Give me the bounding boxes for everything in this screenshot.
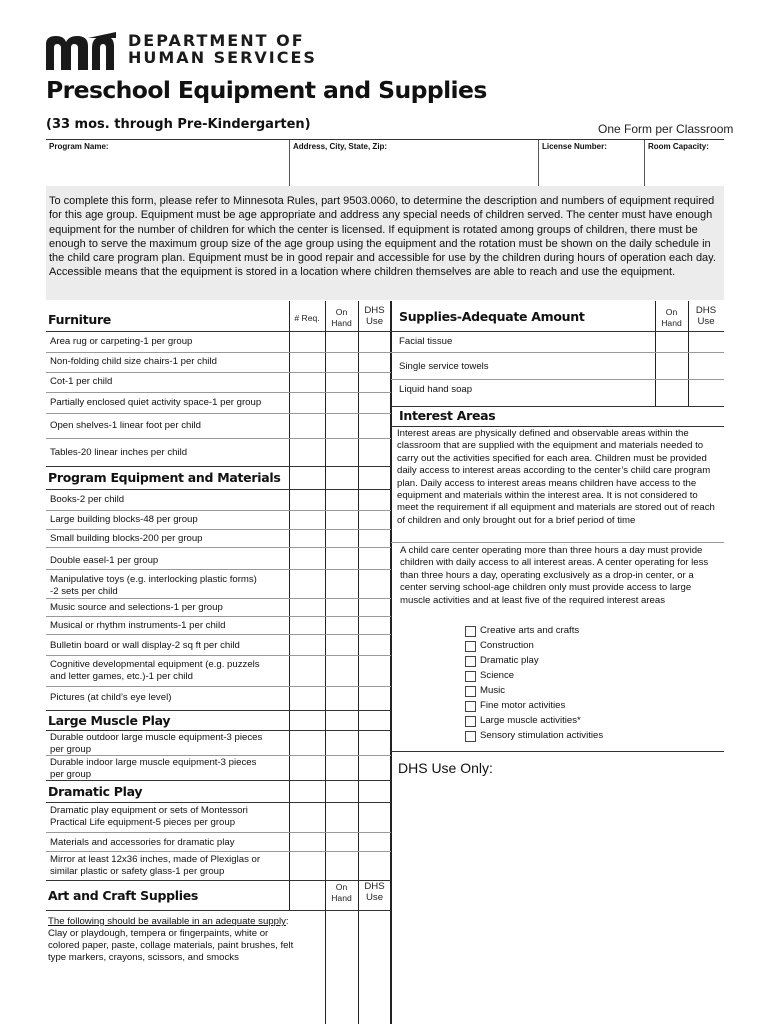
license-number-field[interactable] <box>538 140 644 186</box>
checkbox-label: Sensory stimulation activities <box>480 730 604 741</box>
list-item: Cognitive developmental equipment (e.g. puzzels and letter games, etc.)-1 per child <box>50 659 260 682</box>
instructions-paragraph: To complete this form, please refer to Minnesota Rules, part 9503.0060, to determine the description and numbers of equipment required for this age group. Equipment must be age appropriate and address any special needs of children served. The center must have enough equipment for the number of children for which the center is licensed. If equipment is rotated among groups of children, there must be enough to serve the maximum group size of the age group using the equipment and the rotation must be shown on the daily schedule in the child care program plan. Equipment must be in good repair and accessible for use by the children during hours of operation each day. Accessible means that the equipment is stored in a location where children themselves are able to reach and use the equipment. <box>46 186 724 300</box>
dhs-use-only-label: DHS Use Only: <box>398 760 493 776</box>
divider <box>46 780 391 781</box>
divider <box>46 598 391 599</box>
program-info-row <box>46 139 724 186</box>
list-item: Large building blocks-48 per group <box>50 514 198 525</box>
license-number-label: License Number: <box>542 142 607 151</box>
list-item: Double easel-1 per group <box>50 555 159 566</box>
art-supplies-text <box>48 916 324 964</box>
divider <box>391 379 724 380</box>
checkbox-label: Science <box>480 670 515 681</box>
divider <box>46 755 391 756</box>
list-item: Tables-20 linear inches per child <box>50 447 188 458</box>
dhs-use-column-header: DHS Use <box>364 881 385 903</box>
divider <box>46 730 391 731</box>
on-hand-column-header: On Hand <box>331 882 352 903</box>
program-name-field[interactable] <box>46 140 289 186</box>
checkbox[interactable] <box>465 686 476 697</box>
on-hand-column-header: On Hand <box>331 307 352 328</box>
divider <box>391 751 724 752</box>
checkbox-label: Dramatic play <box>480 655 539 666</box>
list-item: Musical or rhythm instruments-1 per child <box>50 620 226 631</box>
checkbox-label: Fine motor activities <box>480 700 566 711</box>
divider <box>358 910 359 1024</box>
divider <box>46 510 391 511</box>
divider <box>46 438 391 439</box>
list-item: Manipulative toys (e.g. interlocking plastic forms) -2 sets per child <box>50 574 257 597</box>
divider <box>46 569 391 570</box>
divider <box>390 301 392 1024</box>
divider <box>391 542 724 543</box>
divider <box>46 372 391 373</box>
department-name <box>128 32 317 66</box>
checkbox[interactable] <box>465 731 476 742</box>
checkbox[interactable] <box>465 671 476 682</box>
divider <box>46 686 391 687</box>
list-item: Partially enclosed quiet activity space-1 per group <box>50 397 262 408</box>
list-item: Dramatic play equipment or sets of Montessori Practical Life equipment-5 pieces per group <box>50 805 248 828</box>
divider <box>46 466 391 467</box>
divider <box>46 352 391 353</box>
form-title: Preschool Equipment and Supplies <box>46 76 487 104</box>
interest-areas-definition: Interest areas are physically defined and observable areas within the classroom that are supplied with the equipment and materials needed to carry out the activities specified for each area. Children must be provided daily access to interest areas according to the center’s child care program plan. Daily access to interest areas means children have access to the equipment and materials within the interest area. It is not considered to meet the requirement if all equipment and materials are stored out of reach of children and only brought out for a brief period of time <box>397 428 715 526</box>
dhs-use-column-header: DHS Use <box>364 305 385 327</box>
list-item: Mirror at least 12x36 inches, made of Plexiglas or similar plastic or safety glass-1 per group <box>50 854 261 877</box>
checkbox-label: Large muscle activities* <box>480 715 581 726</box>
list-item: Open shelves-1 linear foot per child <box>50 420 201 431</box>
interest-areas-requirement: A child care center operating more than three hours a day must provide children with daily access to all interest areas. A center operating for less than three hours a day, operating exclusively as a drop-in center, or a center serving school-age children only must provide access to large muscle activities and at least five of the required interest areas <box>400 545 709 606</box>
divider <box>46 655 391 656</box>
list-item: Non-folding child size chairs-1 per child <box>50 356 217 367</box>
one-form-note: One Form per Classroom <box>598 122 734 136</box>
divider <box>46 547 391 548</box>
interest-areas-heading: Interest Areas <box>399 408 496 423</box>
list-item: Small building blocks-200 per group <box>50 533 203 544</box>
divider <box>655 301 656 407</box>
checkbox-label: Construction <box>480 640 534 651</box>
dramatic-play-heading: Dramatic Play <box>48 784 143 799</box>
divider <box>391 352 724 353</box>
list-item: Durable indoor large muscle equipment-3 pieces per group <box>50 757 257 780</box>
divider <box>325 910 326 1024</box>
address-field[interactable] <box>289 140 538 186</box>
furniture-heading: Furniture <box>48 312 111 327</box>
divider <box>46 616 391 617</box>
list-item: Books-2 per child <box>50 494 125 505</box>
dhs-use-column-header: DHS Use <box>695 305 717 327</box>
dept-line-1: DEPARTMENT OF <box>128 31 305 50</box>
form-subtitle: (33 mos. through Pre-Kindergarten) <box>46 117 311 132</box>
list-item: Music source and selections-1 per group <box>50 602 223 613</box>
checkbox[interactable] <box>465 701 476 712</box>
checkbox[interactable] <box>465 641 476 652</box>
divider <box>46 634 391 635</box>
divider <box>46 802 391 803</box>
list-item: Single service towels <box>399 361 489 372</box>
divider <box>46 880 391 881</box>
list-item: Area rug or carpeting-1 per group <box>50 336 193 347</box>
large-muscle-heading: Large Muscle Play <box>48 713 171 728</box>
art-craft-heading: Art and Craft Supplies <box>48 888 199 903</box>
art-supplies-colon: : <box>285 916 289 927</box>
divider <box>391 426 724 427</box>
room-capacity-label: Room Capacity: <box>648 142 709 151</box>
divider <box>46 331 391 332</box>
mn-logo-icon <box>44 32 116 72</box>
divider <box>46 710 391 711</box>
checkbox[interactable] <box>465 716 476 727</box>
supplies-heading: Supplies-Adequate Amount <box>399 309 585 324</box>
divider <box>391 406 724 407</box>
divider <box>46 832 391 833</box>
divider <box>46 489 391 490</box>
list-item: Facial tissue <box>399 336 453 347</box>
room-capacity-field[interactable] <box>644 140 724 186</box>
program-name-label: Program Name: <box>49 142 109 151</box>
divider <box>46 529 391 530</box>
list-item: Pictures (at child’s eye level) <box>50 692 172 703</box>
list-item: Cot-1 per child <box>50 376 113 387</box>
checkbox[interactable] <box>465 626 476 637</box>
art-supplies-body: Clay or playdough, tempera or fingerpaints, white or colored paper, paste, collage materials, paint brushes, felt type markers, crayons, scissors, and smocks <box>48 928 294 963</box>
list-item: Durable outdoor large muscle equipment-3 pieces per group <box>50 732 263 755</box>
divider <box>46 851 391 852</box>
program-equipment-heading: Program Equipment and Materials <box>48 470 281 485</box>
checkbox-label: Creative arts and crafts <box>480 625 580 636</box>
list-item: Materials and accessories for dramatic play <box>50 837 235 848</box>
divider <box>688 301 689 407</box>
divider <box>391 331 724 332</box>
list-item: Bulletin board or wall display-2 sq ft per child <box>50 640 240 651</box>
checkbox-label: Music <box>480 685 506 696</box>
checkbox[interactable] <box>465 656 476 667</box>
address-label: Address, City, State, Zip: <box>293 142 388 151</box>
req-column-header: # Req. <box>294 313 320 323</box>
art-supplies-lead: The following should be available in an adequate supply <box>48 916 286 927</box>
list-item: Liquid hand soap <box>399 384 473 395</box>
on-hand-column-header: On Hand <box>661 307 682 328</box>
divider <box>46 413 391 414</box>
divider <box>46 910 391 911</box>
divider <box>46 392 391 393</box>
dept-line-2: HUMAN SERVICES <box>128 48 317 67</box>
